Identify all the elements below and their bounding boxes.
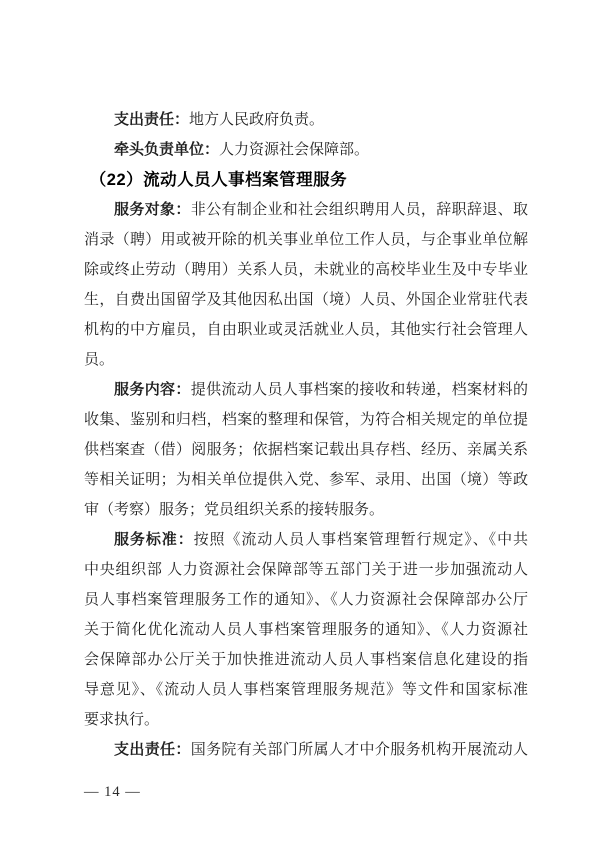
text-line: 支出责任：国务院有关部门所属人才中介服务机构开展流动人 <box>114 742 528 758</box>
paragraph-service-content <box>84 375 528 525</box>
text-line: 消录（聘）用或被开除的机关事业单位工作人员，与企事业单位解 <box>84 232 528 248</box>
paragraph-label: 服务标准： <box>114 532 194 548</box>
text-line: 除或终止劳动（聘用）关系人员，未就业的高校毕业生及中专毕业 <box>84 262 528 278</box>
paragraph-service-target <box>84 195 528 375</box>
text-line: 要求执行。 <box>84 712 160 728</box>
page-content <box>84 105 528 765</box>
text-line: 导意见》、《流动人员人事档案管理服务规范》等文件和国家标准 <box>84 682 528 698</box>
text-line: 会保障部办公厅关于加快推进流动人员人事档案信息化建设的指 <box>84 652 528 668</box>
paragraph-expenditure-responsibility-2 <box>84 735 528 765</box>
paragraph-expenditure-responsibility-1 <box>84 105 528 135</box>
paragraph-lead-responsible-unit <box>84 135 528 165</box>
text-line: 等相关证明；为相关单位提供入党、参军、录用、出国（境）等政 <box>84 472 528 488</box>
paragraph-label: 支出责任： <box>114 742 191 758</box>
text-line: 关于简化优化流动人员人事档案管理服务的通知》、《人力资源社 <box>84 622 528 638</box>
text-line: 供档案查（借）阅服务；依据档案记载出具存档、经历、亲属关系 <box>84 442 528 458</box>
paragraph-label: 牵头负责单位： <box>114 142 220 158</box>
paragraph-label: 支出责任： <box>114 112 190 128</box>
paragraph-label: 服务对象： <box>114 202 191 218</box>
text-line: 机构的中方雇员，自由职业或灵活就业人员，其他实行社会管理人 <box>84 322 528 338</box>
text-line: 服务标准：按照《流动人员人事档案管理暂行规定》、《中共 <box>114 532 528 548</box>
page-number: — 14 — <box>84 784 141 800</box>
text-line: 员。 <box>84 352 115 368</box>
text-line: 中央组织部 人力资源社会保障部等五部门关于进一步加强流动人 <box>84 562 528 578</box>
paragraph-service-standard <box>84 525 528 735</box>
text-line: 牵头负责单位：人力资源社会保障部。 <box>114 142 370 158</box>
text-line: 支出责任：地方人民政府负责。 <box>114 112 325 128</box>
text-line: 员人事档案管理服务工作的通知》、《人力资源社会保障部办公厅 <box>84 592 528 608</box>
paragraph-label: 服务内容： <box>114 382 191 398</box>
text-line: 服务对象：非公有制企业和社会组织聘用人员，辞职辞退、取 <box>114 202 528 218</box>
text-line: 审（考察）服务；党员组织关系的接转服务。 <box>84 502 385 518</box>
text-line: 收集、鉴别和归档，档案的整理和保管，为符合相关规定的单位提 <box>84 412 528 428</box>
text-line: 生，自费出国留学及其他因私出国（境）人员、外国企业常驻代表 <box>84 292 528 308</box>
section-heading: （22）流动人员人事档案管理服务 <box>89 171 348 189</box>
text-line: 服务内容：提供流动人员人事档案的接收和转递，档案材料的 <box>114 382 528 398</box>
